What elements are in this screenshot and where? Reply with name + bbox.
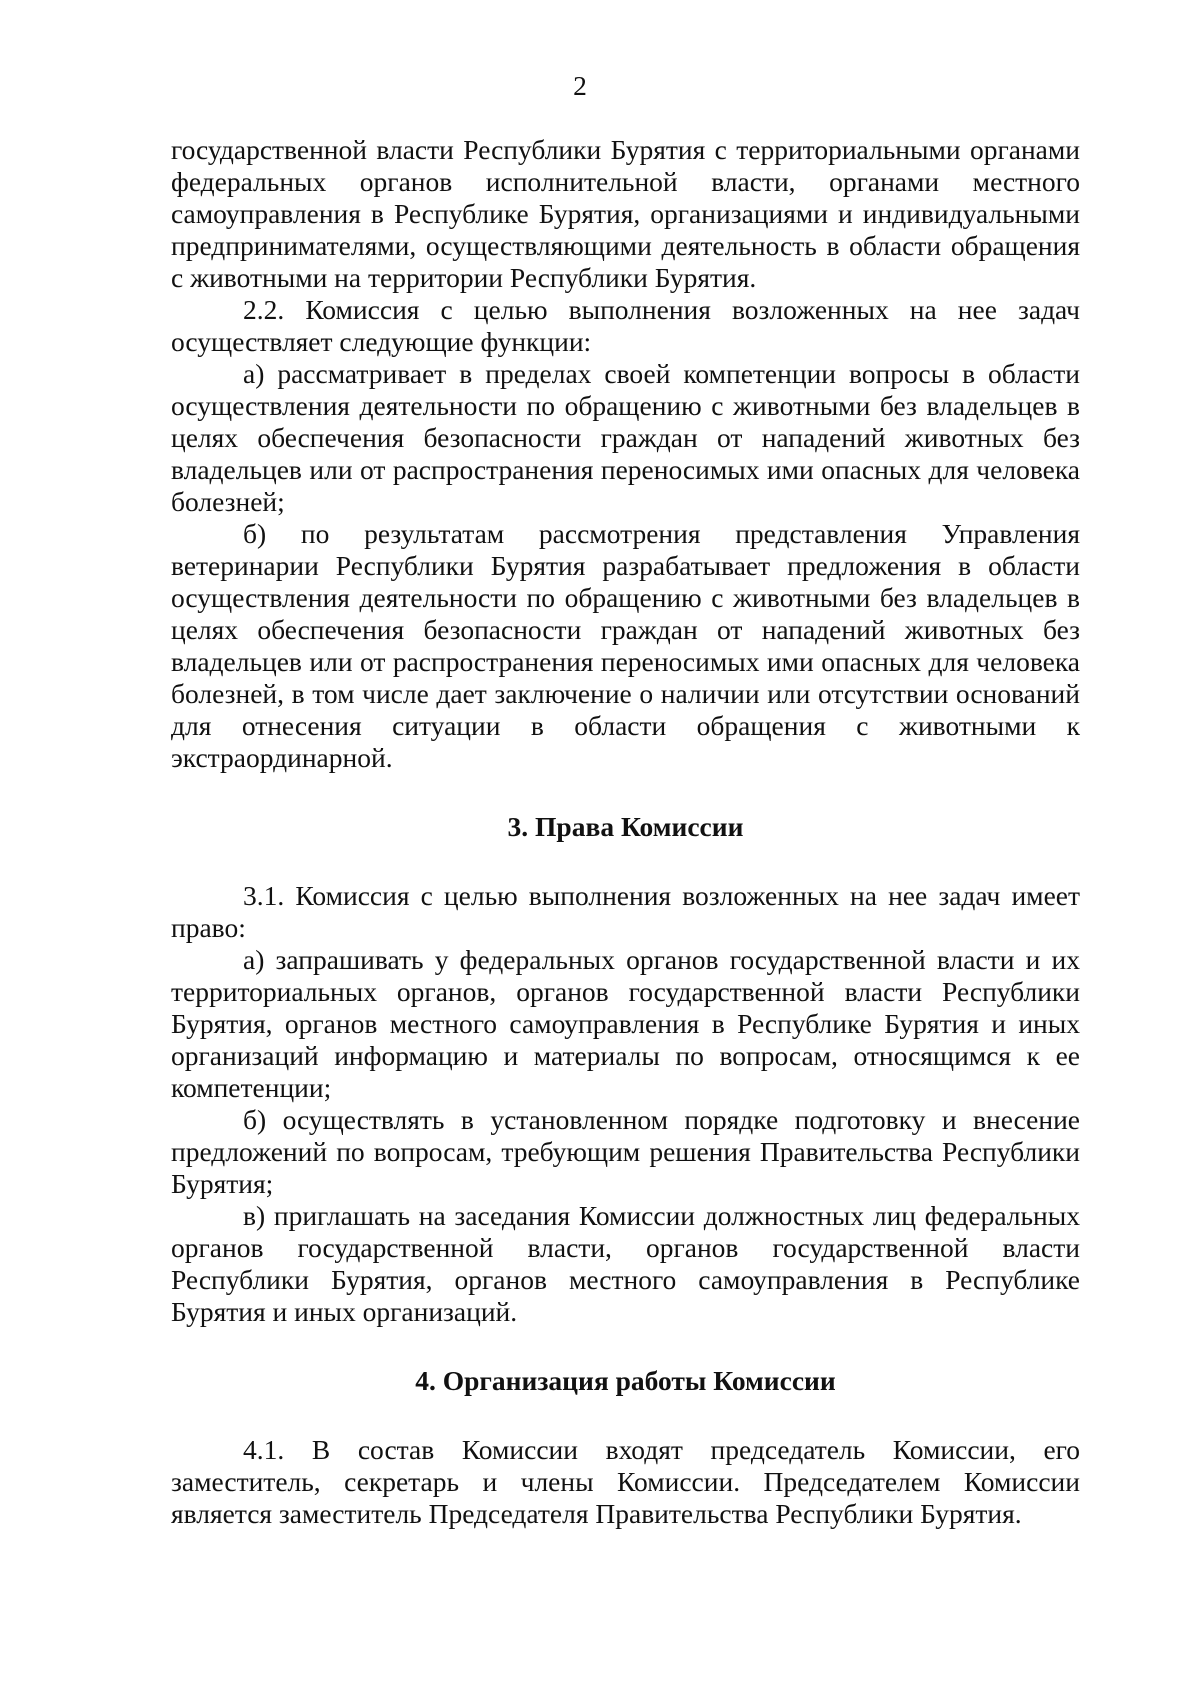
page-number: 2 (573, 70, 587, 101)
paragraph-3-1-b: б) осуществлять в установленном порядке подготовку и внесение предложений по вопросам, требующим решения Правительства Республики Бурятия; (171, 1104, 1080, 1199)
paragraph-2-2-a: а) рассматривает в пределах своей компетенции вопросы в области осуществления деятельности по обращению с животными без владельцев в целях обеспечения безопасности граждан от нападений животных без владельцев или от распространения переносимых ими опасных для человека болезней; (171, 358, 1080, 517)
paragraph-4-1: 4.1. В состав Комиссии входят председатель Комиссии, его заместитель, секретарь и члены Комиссии. Председателем Комиссии является заместитель Председателя Правительства Республики Бурятия. (171, 1434, 1080, 1529)
paragraph-3-1-a: а) запрашивать у федеральных органов государственной власти и их территориальных органов, органов государственной власти Республики Бурятия, органов местного самоуправления в Республике Бурятия и иных организаций информацию и материалы по вопросам, относящимся к ее компетенции; (171, 944, 1080, 1103)
section-4-heading: 4. Организация работы Комиссии (415, 1365, 836, 1396)
paragraph-3-1: 3.1. Комиссия с целью выполнения возложенных на нее задач имеет право: (171, 880, 1080, 943)
paragraph-3-1-c: в) приглашать на заседания Комиссии должностных лиц федеральных органов государственной власти, органов государственной власти Республики Бурятия, органов местного самоуправления в Республике Бурятия и иных организаций. (171, 1200, 1080, 1327)
paragraph-2-2-b: б) по результатам рассмотрения представления Управления ветеринарии Республики Бурятия разрабатывает предложения в области осуществления деятельности по обращению с животными без владельцев в целях обеспечения безопасности граждан от нападений животных без владельцев или от распространения переносимых ими опасных для человека болезней, в том числе дает заключение о наличии или отсутствии оснований для отнесения ситуации в области обращения с животными к экстраординарной. (171, 518, 1080, 773)
section-3-heading: 3. Права Комиссии (507, 811, 744, 842)
paragraph-2-2: 2.2. Комиссия с целью выполнения возложенных на нее задач осуществляет следующие функции: (171, 294, 1080, 357)
document-body (171, 134, 1080, 1530)
paragraph-continuation: государственной власти Республики Бурятия с территориальными органами федеральных органов исполнительной власти, органами местного самоуправления в Республике Бурятия, организациями и индивидуальными предпринимателями, осуществляющими деятельность в области обращения с животными на территории Республики Бурятия. (171, 134, 1080, 293)
